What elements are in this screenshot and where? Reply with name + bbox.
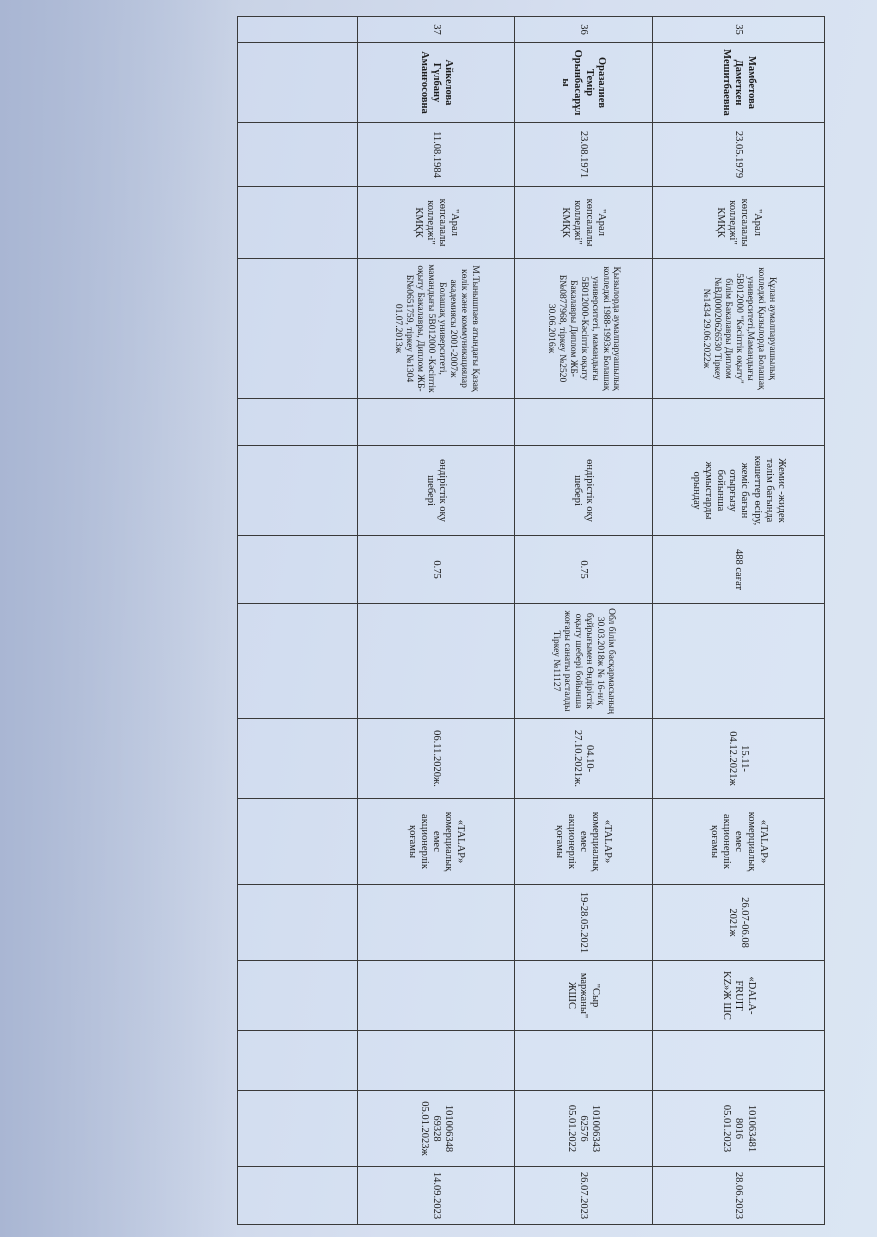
training-dates: 04.10-27.10.2021ж. (514, 719, 652, 799)
workplace: "Арал көпсалалы колледжі" КМҚК (514, 187, 652, 259)
workplace: "Арал көпсалалы колледжі" КМҚК (652, 187, 824, 259)
internship-period: 19-28.05.2021 (514, 885, 652, 961)
empty-cell (514, 1031, 652, 1091)
empty-cell (652, 399, 824, 446)
empty-cell (514, 399, 652, 446)
person-name: Оразалиев Темір Орынбасарұлы (514, 43, 652, 123)
category: Обл білім басқармасының 30.03.2018ж № 16-н/қ бұйрығымен Өндірістік оқыту шебері бойынша жоғары санаты расталды Тіркеу №11127 (514, 604, 652, 719)
enterprise: «DALA-FRUIT KZ»Ж ШС (652, 961, 824, 1031)
hours: 0.75 (358, 536, 515, 604)
person-name: Айкелова Гүлбану Аманғосовна (358, 43, 515, 123)
organization: «TALAP» комерциалық емес акционерлік қоғамы (652, 799, 824, 885)
course: өндірістік оқу шебері (358, 446, 515, 536)
birth-date: 11.08.1984 (358, 123, 515, 187)
row-index: 35 (652, 17, 824, 43)
table-row (514, 17, 652, 1225)
internship-period (358, 885, 515, 961)
education: Құлан аумалпаруашылық колледжі Қызылорда Болашақ университеті,Мамандығы 5В012000 "Кәсіптік оқыту" білім Бакалавры Диплом №ВД00020626530 Тіркеу №1434 29.06.2022ж (652, 259, 824, 399)
education: М.Тынышпаев атындағы Қазақ көлік және коммуникациялар академиясы 2001-2007ж Болашақ университеті, мамандығы 5В012000 -Кәсіптік оқыту Бакалавры, Диплом ЖБ-Б№0651759, тіркеу №1304 01.07.2013ж (358, 259, 515, 399)
hours: 0.75 (514, 536, 652, 604)
empty-cell (652, 1031, 824, 1091)
birth-date: 23.05.1979 (652, 123, 824, 187)
person-name: Мамбетова Даметкен Мешитбаевна (652, 43, 824, 123)
enterprise: "Сыр маржаны" ЖШС (514, 961, 652, 1031)
certificate: 101006343 62576 05.01.2022 (514, 1091, 652, 1167)
education: Қызылорда аумалпаруашылық колледжі 1988-1993ж Болашақ университеті, мамандығы 5В012000-Кәсіптік оқыту Бакалавры Диплом ЖБ-Б№0877968, тіркеу №2520 30.06.2016ж (514, 259, 652, 399)
page-shadow (0, 0, 240, 1237)
training-dates: 06.11.2020ж. (358, 719, 515, 799)
staff-table (237, 16, 825, 1225)
final-date: 26.07.2023 (514, 1167, 652, 1225)
table-row (652, 17, 824, 1225)
final-date: 14.09.2023 (358, 1167, 515, 1225)
table-row (358, 17, 515, 1225)
category (358, 604, 515, 719)
certificate: 101063481 8016 05.01.2023 (652, 1091, 824, 1167)
empty-cell (358, 399, 515, 446)
course: Жемис -жидек тәлім бағында көшеттер өсіру, жеміс бағын отырғызу бойынша жұмыстарды орындау (652, 446, 824, 536)
category (652, 604, 824, 719)
rotated-table-wrapper (237, 16, 825, 1224)
workplace: "Арал көпсалалы колледжі" КМҚК (358, 187, 515, 259)
course: өндірістік оқу шебері (514, 446, 652, 536)
organization: «TALAP» комерциалық емес акционерлік қоғамы (358, 799, 515, 885)
enterprise (358, 961, 515, 1031)
organization: «TALAP» комерциалық емес акционерлік қоғамы (514, 799, 652, 885)
empty-cell (358, 1031, 515, 1091)
certificate: 101006348 69328 05.01.2023ж (358, 1091, 515, 1167)
birth-date: 23.08.1971 (514, 123, 652, 187)
training-dates: 15.11-04.12.2021ж (652, 719, 824, 799)
row-index: 37 (358, 17, 515, 43)
table-row-blank (238, 17, 358, 1225)
document-sheet (237, 16, 825, 1224)
final-date: 28.06.2023 (652, 1167, 824, 1225)
hours: 488 сағат (652, 536, 824, 604)
row-index: 36 (514, 17, 652, 43)
internship-period: 26.07-06.08 2021ж (652, 885, 824, 961)
